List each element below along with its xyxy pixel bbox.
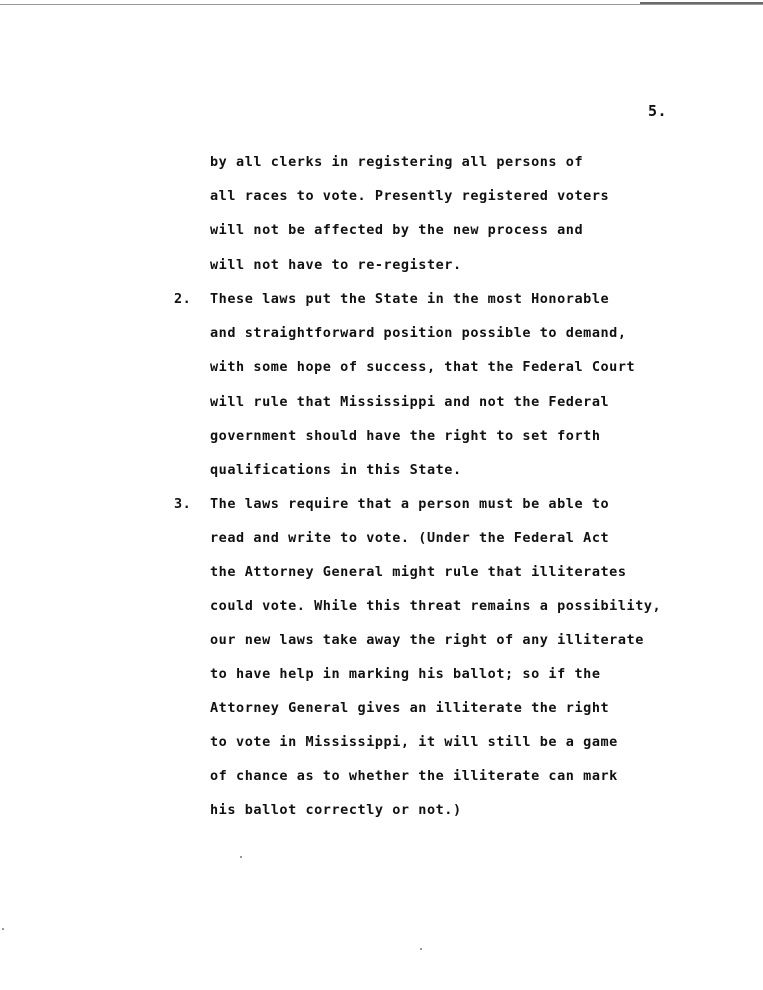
text-line: the Attorney General might rule that illiterates: [210, 564, 627, 580]
text-line: all races to vote. Presently registered voters: [210, 188, 610, 204]
text-line: The laws require that a person must be able to: [210, 496, 610, 512]
text-line: by all clerks in registering all persons of: [210, 154, 584, 170]
text-line: qualifications in this State.: [210, 462, 462, 478]
text-line: These laws put the State in the most Honorable: [210, 291, 610, 307]
scan-speck: [2, 928, 4, 930]
text-line: his ballot correctly or not.): [210, 802, 462, 818]
scan-edge-line: [0, 4, 763, 5]
text-line: our new laws take away the right of any illiterate: [210, 632, 644, 648]
text-line: read and write to vote. (Under the Federal Act: [210, 530, 610, 546]
scan-speck: [420, 948, 422, 950]
text-line: of chance as to whether the illiterate can mark: [210, 768, 618, 784]
text-line: will not be affected by the new process and: [210, 222, 584, 238]
scan-speck: [240, 856, 242, 858]
scan-edge-mark: [640, 2, 763, 4]
text-line: to have help in marking his ballot; so if the: [210, 666, 601, 682]
text-line: to vote in Mississippi, it will still be a game: [210, 734, 618, 750]
text-line: could vote. While this threat remains a possibility,: [210, 598, 662, 614]
item-number: 3.: [174, 496, 192, 512]
text-line: Attorney General gives an illiterate the right: [210, 700, 610, 716]
text-line: and straightforward position possible to demand,: [210, 325, 627, 341]
text-line: will rule that Mississippi and not the Federal: [210, 394, 610, 410]
text-line: with some hope of success, that the Federal Court: [210, 359, 636, 375]
text-line: government should have the right to set forth: [210, 428, 601, 444]
item-number: 2.: [174, 291, 192, 307]
page-number: 5.: [648, 102, 668, 120]
text-line: will not have to re-register.: [210, 257, 462, 273]
